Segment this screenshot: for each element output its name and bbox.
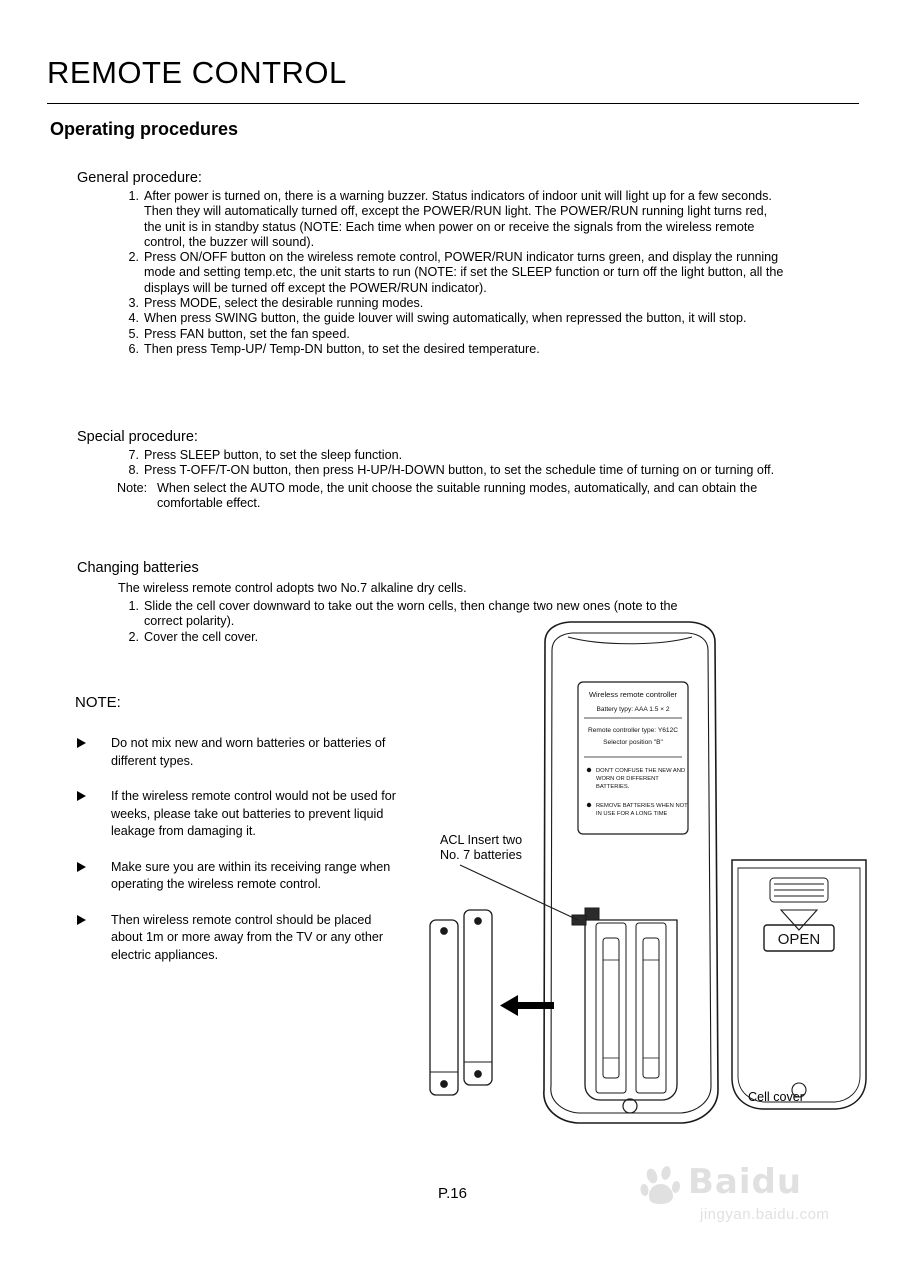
note-bullet (77, 859, 397, 894)
list-item-text: Press T-OFF/T-ON button, then press H-UP/H-DOWN button, to set the schedule time of turning on or turning off. (144, 463, 775, 478)
note-text: When select the AUTO mode, the unit choose the suitable running modes, automatically, and can obtain the comfortable effect. (157, 480, 758, 510)
label-card-bullet1-line3: BATTERIES. (596, 784, 630, 790)
label-card-line1: Wireless remote controller (588, 690, 678, 699)
list-item-text: When press SWING button, the guide louver will swing automatically, when repressed the button, it will stop. (144, 311, 747, 326)
list-item-number: 1. (128, 599, 139, 613)
triangle-bullet-icon (77, 791, 86, 801)
page-title: REMOTE CONTROL (47, 55, 347, 90)
note-heading: NOTE: (75, 694, 121, 711)
list-item (117, 448, 797, 463)
list-item-number: 4. (128, 311, 139, 326)
list-item-number: 2. (128, 250, 139, 265)
special-procedure-heading: Special procedure: (77, 429, 198, 445)
list-item-number: 1. (128, 189, 139, 203)
batteries-intro-text: The wireless remote control adopts two No.7 alkaline dry cells. (118, 581, 467, 595)
triangle-bullet-icon (77, 915, 86, 925)
list-item (117, 189, 785, 250)
list-item-text: Press MODE, select the desirable running modes. (144, 296, 424, 311)
list-item-text: Cover the cell cover. (144, 629, 259, 644)
note-label: Note: (117, 480, 148, 495)
list-item (117, 327, 785, 342)
page-number: P.16 (438, 1185, 467, 1202)
triangle-bullet-icon (77, 862, 86, 872)
label-card-bullet2-line2: IN USE FOR A LONG TIME (596, 811, 668, 817)
list-item-text: After power is turned on, there is a warning buzzer. Status indicators of indoor unit will light up for a few seconds. Then they will automatically turned off, except the POWER/RUN light. The POWER/RUN running light turns red, the unit is in standby status (NOTE: Each time when power on or receive the signals from the wireless remote control, the buzzer will sound). (144, 189, 772, 249)
callout-acl-line1: ACL Insert two (440, 833, 523, 847)
changing-batteries-heading: Changing batteries (77, 560, 199, 576)
open-label: OPEN (777, 931, 821, 948)
watermark-text: Baidu (688, 1162, 803, 1202)
list-item-text: Press ON/OFF button on the wireless remote control, POWER/RUN indicator turns green, and display the running mode and setting temp.etc, the unit starts to run (NOTE: if set the SLEEP function or turn off the light button, all the displays will be turned off except the POWER/RUN indicator). (144, 250, 784, 295)
list-item-text: Press FAN button, set the fan speed. (144, 326, 350, 341)
list-item (117, 250, 785, 296)
general-procedure-list (117, 189, 785, 357)
list-item-text: Then press Temp-UP/ Temp-DN button, to set the desired temperature. (144, 341, 540, 356)
list-item-number: 7. (128, 448, 139, 462)
label-card-bullet2-line1: REMOVE BATTERIES WHEN NOT (596, 803, 688, 809)
note-bullet (77, 735, 397, 770)
note-bullet-text: Make sure you are within its receiving range when operating the wireless remote control. (111, 859, 391, 891)
label-card-line4: Selector position "B" (603, 739, 663, 746)
label-card-line3: Remote controller type: Y612C (587, 727, 679, 734)
list-item (117, 342, 785, 357)
title-divider (47, 103, 859, 104)
label-card-line2: Battery typy: AAA 1.5 × 2 (596, 706, 670, 713)
list-item-number: 6. (128, 341, 139, 356)
list-item (117, 463, 797, 478)
special-procedure-note (117, 481, 797, 512)
list-item-number: 5. (128, 326, 139, 341)
section-subtitle: Operating procedures (50, 119, 239, 139)
list-item-number: 2. (128, 629, 139, 644)
label-card-bullet1-line1: DON'T CONFUSE THE NEW AND (596, 768, 686, 774)
note-bullet (77, 788, 397, 841)
general-procedure-heading: General procedure: (77, 170, 202, 186)
triangle-bullet-icon (77, 738, 86, 748)
list-item-text: Press SLEEP button, to set the sleep function. (144, 448, 403, 462)
list-item (117, 296, 785, 311)
baidu-watermark (640, 1160, 890, 1250)
watermark-sub: jingyan.baidu.com (700, 1206, 830, 1223)
note-bullet-text: Do not mix new and worn batteries or batteries of different types. (111, 736, 386, 768)
note-bullet-text: Then wireless remote control should be placed about 1m or more away from the TV or any other electric appliances. (111, 912, 384, 962)
list-item-number: 3. (128, 296, 139, 311)
list-item (117, 311, 785, 326)
note-bullet-text: If the wireless remote control would not be used for weeks, please take out batteries to prevent liquid leakage from damaging it. (111, 789, 396, 838)
remote-control-illustration (400, 620, 900, 1140)
callout-cell-cover: Cell cover (748, 1090, 804, 1104)
note-bullet-list (77, 735, 397, 982)
special-procedure-list (117, 448, 797, 511)
list-item-text: Slide the cell cover downward to take out the worn cells, then change two new ones (note to the correct polarity). (144, 599, 678, 629)
note-bullet (77, 912, 397, 965)
callout-acl-line2: No. 7 batteries (440, 848, 522, 863)
list-item-number: 8. (128, 463, 139, 478)
label-card-bullet1-line2: WORN OR DIFFERENT (596, 776, 659, 782)
